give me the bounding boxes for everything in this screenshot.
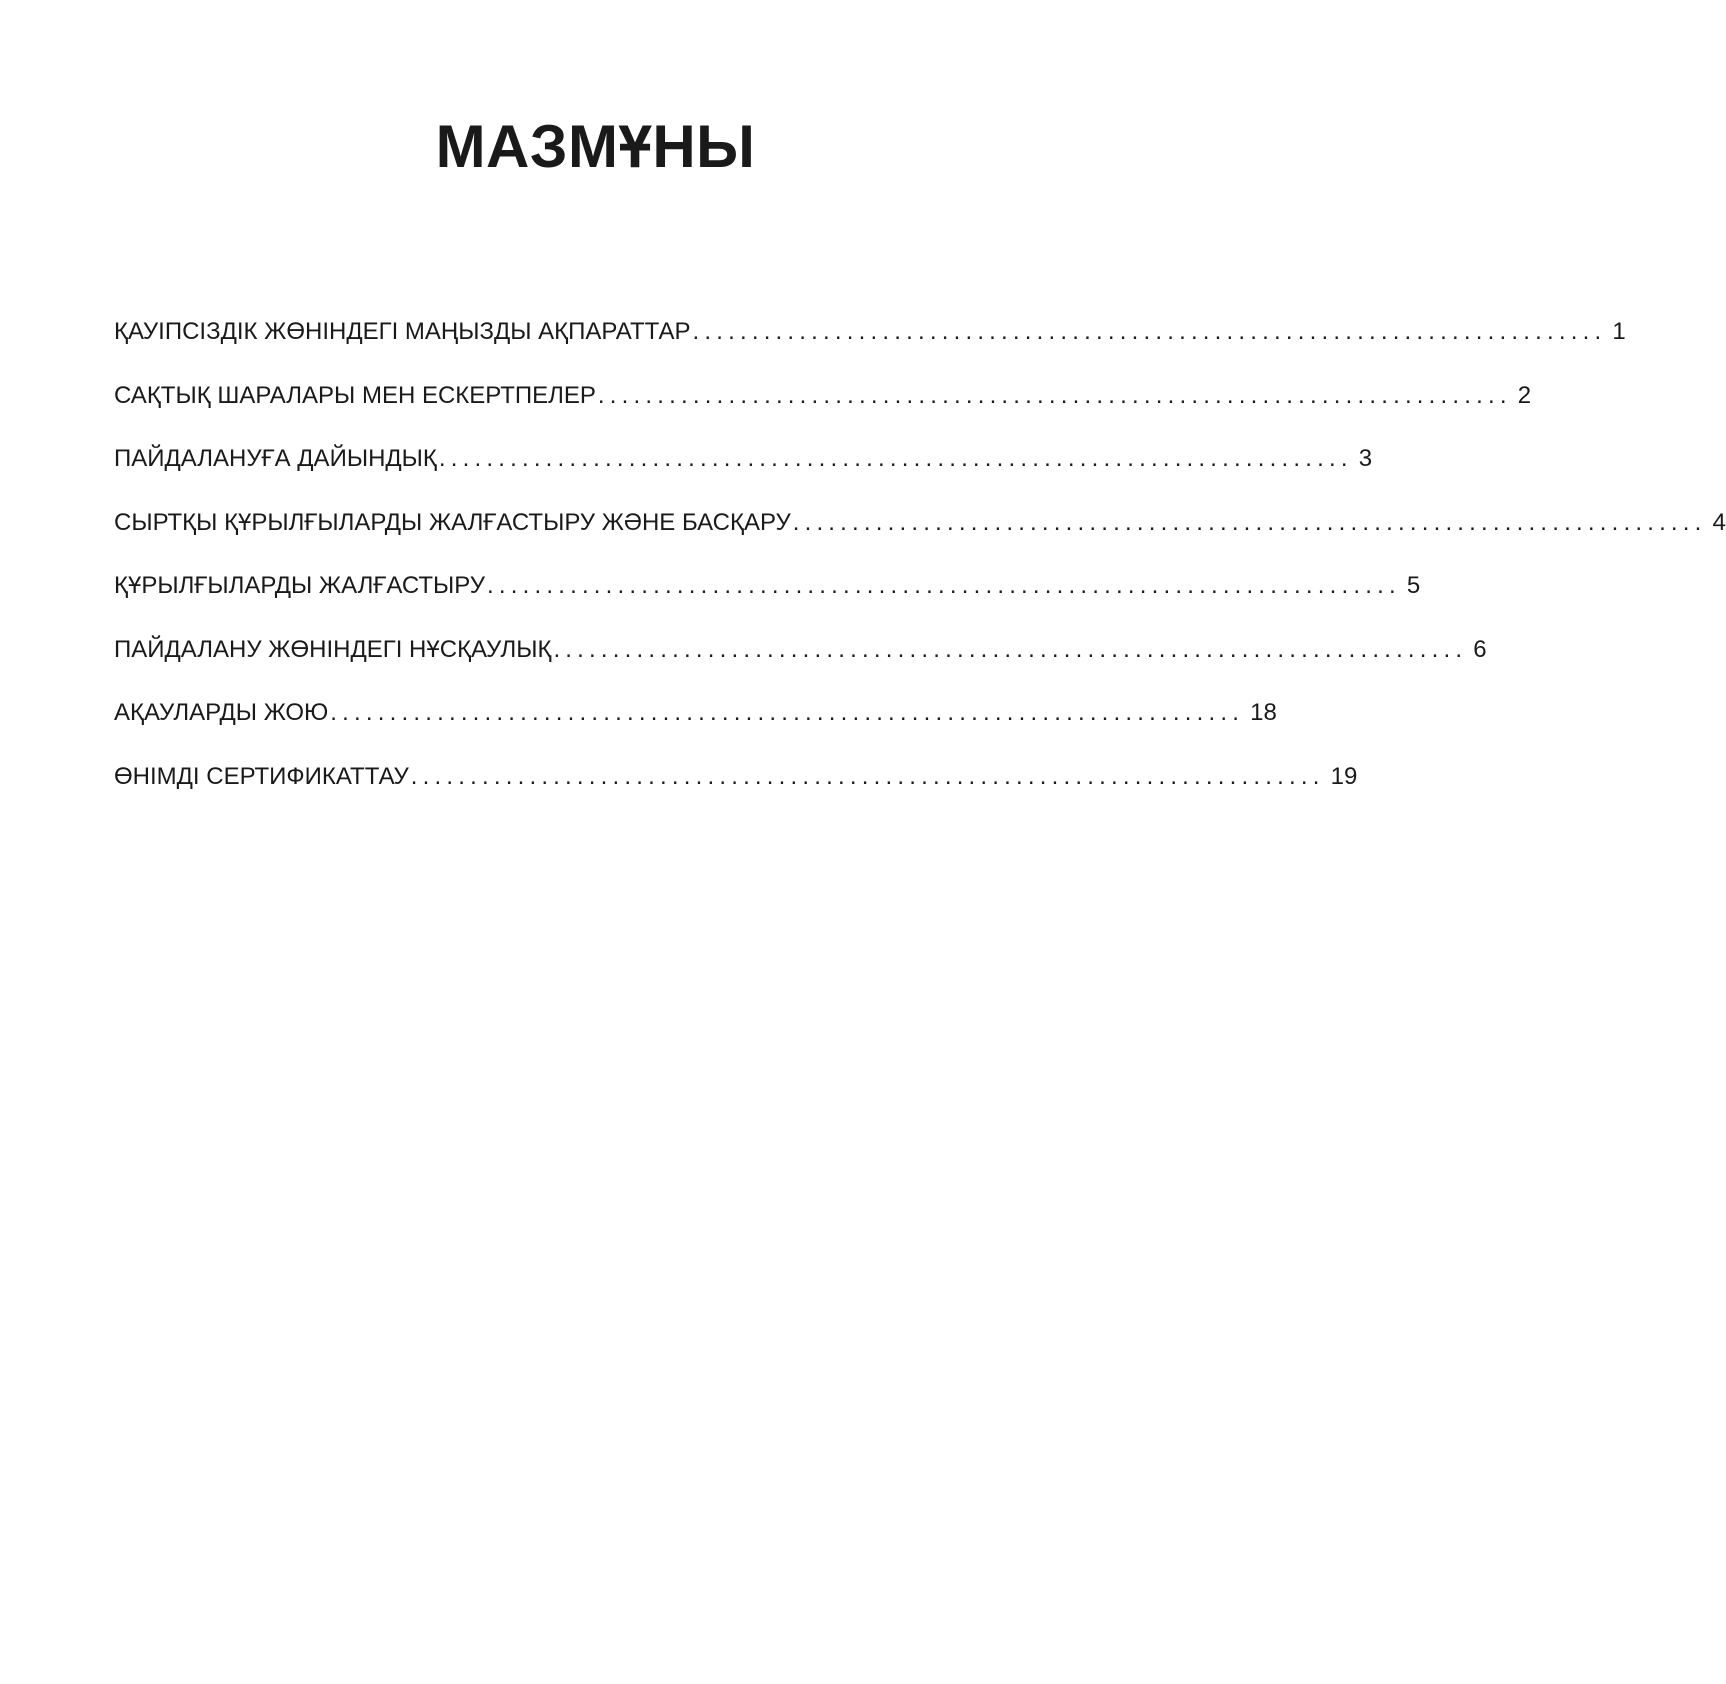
toc-dot-leader: .............................................................................	[692, 318, 1607, 345]
toc-dot-leader: .............................................................................	[792, 508, 1707, 536]
toc-entry-page: 6	[1473, 635, 1487, 663]
toc-entry-label: ҚАУІПСІЗДІК ЖӨНІНДЕГІ МАҢЫЗДЫ АҚПАРАТТАР	[114, 318, 691, 345]
toc-dot-leader: .............................................................................	[487, 572, 1401, 599]
toc-entry-label: ҚҰРЫЛҒЫЛАРДЫ ЖАЛҒАСТЫРУ	[114, 572, 485, 599]
toc-entry-page: 2	[1517, 381, 1532, 409]
table-of-contents	[114, 314, 1726, 822]
toc-entry[interactable]	[114, 314, 1626, 350]
toc-entry-label: ПАЙДАЛАНУҒА ДАЙЫНДЫҚ	[114, 445, 437, 472]
toc-entry[interactable]	[114, 505, 1726, 541]
toc-entry-page: 4	[1712, 508, 1726, 536]
toc-dot-leader: .............................................................................	[597, 381, 1512, 409]
toc-entry[interactable]	[114, 441, 1373, 477]
toc-entry-page: 18	[1250, 699, 1277, 726]
toc-entry-label: СЫРТҚЫ ҚҰРЫЛҒЫЛАРДЫ ЖАЛҒАСТЫРУ ЖӘНЕ БАСҚАРУ	[114, 508, 791, 536]
toc-entry[interactable]	[114, 378, 1532, 414]
toc-entry[interactable]	[114, 568, 1421, 604]
toc-dot-leader: .............................................................................	[330, 699, 1245, 726]
toc-entry-page: 5	[1406, 572, 1421, 599]
toc-entry-page: 1	[1612, 318, 1626, 345]
toc-entry-label: ПАЙДАЛАНУ ЖӨНІНДЕГІ НҰСҚАУЛЫҚ	[114, 635, 552, 663]
toc-entry-label: ӨНІМДІ СЕРТИФИКАТТАУ	[114, 762, 409, 790]
toc-entry[interactable]	[114, 632, 1487, 668]
toc-dot-leader: .............................................................................	[438, 445, 1353, 472]
toc-entry[interactable]	[114, 759, 1358, 795]
page-title: МАЗМҰНЫ	[435, 113, 756, 180]
toc-entry-page: 19	[1330, 762, 1358, 790]
toc-entry-label: АҚАУЛАРДЫ ЖОЮ	[114, 699, 329, 726]
toc-entry-page: 3	[1358, 445, 1373, 472]
toc-dot-leader: .............................................................................	[553, 635, 1468, 663]
toc-dot-leader: .............................................................................	[410, 762, 1325, 790]
toc-entry[interactable]	[114, 695, 1277, 731]
toc-entry-label: САҚТЫҚ ШАРАЛАРЫ МЕН ЕСКЕРТПЕЛЕР	[114, 381, 596, 409]
